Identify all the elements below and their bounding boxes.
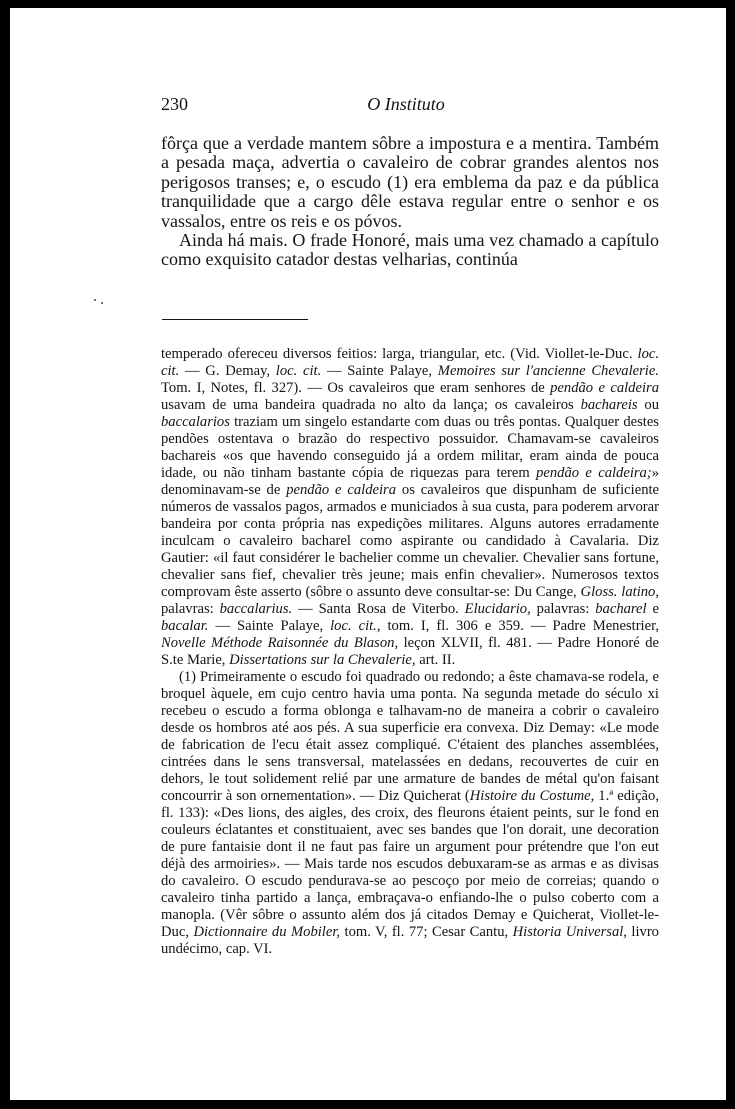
text-run: tom. I, fl. 306 e 359. — Padre Menestrier,	[380, 618, 660, 634]
italic-run: Dictionnaire du Mobiler,	[193, 924, 341, 940]
footnote-continued	[161, 346, 659, 669]
italic-run: baccalarius.	[219, 601, 293, 617]
footnotes	[161, 346, 659, 958]
text-run: Tom. I, Notes, fl. 327). — Os cavaleiros que eram senhores de	[161, 380, 551, 396]
italic-run: pendão e caldeira;	[536, 465, 652, 481]
main-paragraph: fôrça que a verdade mantem sôbre a impostura e a mentira. Também a pesada maça, advertia o cavaleiro de cobrar grandes alentos nos perigosos transes; e, o escudo (1) era emblema da paz e da pública tranquilidade que a cargo dêle estava regular entre o senhor e os vassalos, entre os reis e os póvos.	[161, 133, 659, 231]
text-run: » denominavam-se de	[161, 465, 660, 498]
text-run: traziam um singelo estandarte com duas ou três pontas. Qualquer destes pendões ostentava o brazão do respectivo possuidor. Chamavam-se cavaleiros bachareis «os que havendo conseguido já a ordem militar, eram ainda de pouca idade, ou não tinham bastante cópia de riquezas para terem	[161, 414, 659, 481]
italic-run: bachareis	[580, 397, 638, 413]
italic-run: Dissertations sur la Chevalerie,	[229, 652, 416, 668]
italic-run: Gloss. latino,	[580, 584, 659, 600]
scan-speck	[101, 302, 103, 304]
running-title: O Instituto	[367, 94, 445, 114]
text-run: e	[646, 601, 659, 617]
text-run: palavras:	[530, 601, 596, 617]
footnote-1	[161, 669, 659, 958]
text-run: tom. V, fl. 77; Cesar Cantu,	[340, 924, 513, 940]
italic-run: Memoires sur l'ancienne Chevalerie.	[437, 363, 659, 379]
main-paragraph: Ainda há mais. O frade Honoré, mais uma vez chamado a capítulo como exquisito catador destas velharias, continúa	[161, 230, 659, 270]
text-run: — Sainte Palaye,	[208, 618, 331, 634]
italic-run: Novelle Méthode Raisonnée du Blason,	[161, 635, 399, 651]
text-run: usavam de uma bandeira quadrada no alto da lança; os cavaleiros	[161, 397, 581, 413]
text-run: leçon XLVII, fl. 481. — Padre Honoré de S.te Marie,	[161, 635, 660, 668]
text-run: 1.ª edição, fl. 133): «Des lions, des aigles, des croix, des fleurons étaient peints, sur le fond en couleurs éclatantes et constituaient, avec ses bandes que l'on dorait, une decoration de pure fantaisie dont il ne faut pas faire un argument pour prétendre que l'on eut déjà des armoiries». — Mais tarde nos escudos debuxaram-se as armas e as divisas do cavaleiro. O escudo pendurava-se ao pescoço por meio de correias; quando o cavaleiro tinha partido a lança, embraçava-o enfiando-lhe o pulso coberto com a manopla. (Vêr sôbre o assunto além dos já citados Demay e Quicherat, Viollet-le-Duc,	[161, 788, 659, 940]
italic-run: Histoire du Costume,	[469, 788, 595, 804]
text-run: os cavaleiros que dispunham de suficiente números de vassalos pagos, armados e municiados à sua custa, para poderem arvorar bandeira por conta própria nas expedições militares. Alguns autores erradamente inculcam o cavaleiro bacharel como aspirante ou candidado à Cavalaria. Diz Gautier: «il faut considérer le bachelier comme un chevalier. Chevalier sans fortune, chevalier sans fief, chevalier très jeune; mais enfin chevalier». Numerosos textos comprovam êste asserto (sôbre o assunto deve consultar-se: Du Cange,	[161, 482, 660, 600]
page-header	[161, 94, 659, 118]
text-run: — Santa Rosa de Viterbo.	[292, 601, 465, 617]
italic-run: loc. cit.	[275, 363, 322, 379]
text-run: — G. Demay,	[179, 363, 276, 379]
italic-run: pendão e caldeira	[286, 482, 397, 498]
italic-run: loc. cit.	[161, 346, 659, 379]
italic-run: Historia Universal,	[512, 924, 627, 940]
text-run: livro undécimo, cap. VI.	[161, 924, 659, 957]
main-text	[161, 134, 659, 270]
italic-run: bacalar.	[161, 618, 209, 634]
text-run: art. II.	[415, 652, 456, 668]
italic-run: pendão e caldeira	[550, 380, 659, 396]
italic-run: loc. cit.,	[330, 618, 381, 634]
italic-run: baccalarios	[161, 414, 230, 430]
text-run: — Sainte Palaye,	[321, 363, 438, 379]
footnote-separator	[162, 319, 308, 320]
page-number: 230	[161, 94, 188, 114]
scan-speck	[94, 299, 96, 301]
text-run: (1) Primeiramente o escudo foi quadrado ou redondo; a êste chamava-se rodela, e broquel àquele, em cujo centro havia uma ponta. Na segunda metade do século xi recebeu o escudo a forma oblonga e talhavam-no de maneira a cobrir o cavaleiro desde os hombros até aos pés. A sua superficie era convexa. Diz Demay: «Le mode de fabrication de l'ecu était assez compliqué. C'étaient des planches assemblées, cintrées dans le sens transversal, matelassées en dedans, recouvertes de cuir en dehors, le tout solidement relié par une armature de bandes de métal qu'on faisant concourrir à son ornementation». — Diz Quicherat (	[161, 669, 659, 804]
text-run: ou	[637, 397, 660, 413]
italic-run: Elucidario,	[464, 601, 531, 617]
text-run: temperado ofereceu diversos feitios: larga, triangular, etc. (Vid. Viollet-le-Duc.	[161, 346, 638, 362]
italic-run: bacharel	[595, 601, 647, 617]
text-run: palavras:	[161, 601, 220, 617]
